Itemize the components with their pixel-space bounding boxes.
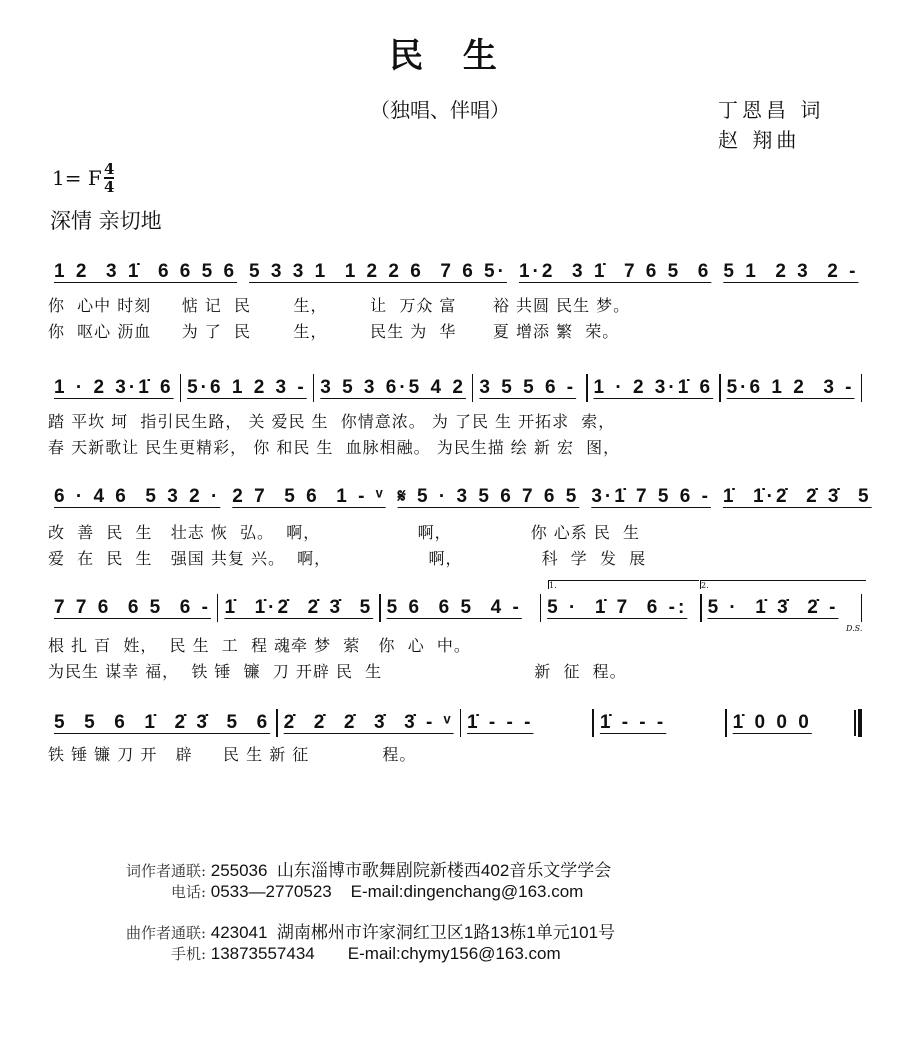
measure: 7 7 6 6 5 6 -	[54, 597, 211, 618]
contact-row	[88, 856, 611, 881]
notation-line	[48, 594, 862, 622]
lyric-line: 爱 在 民 生 强国 共复 兴。 啊， 啊， 科 学 发 展	[48, 549, 647, 568]
barline	[861, 594, 863, 622]
time-sig-top: 4	[104, 160, 115, 178]
contact-label: 曲作者通联:	[125, 924, 206, 942]
contact-value: 255036 山东淄博市歌舞剧院新楼西402音乐文学学会	[210, 861, 612, 880]
measure: 2 7 5 6 1 - ᵛ	[232, 486, 386, 507]
key-signature: 1= F	[52, 166, 102, 190]
measure: 5 3 3 1 1 2 2 6 7 6 5·	[249, 261, 507, 282]
measure: 1̇ 1̇·2̇ 2̇ 3̇ 5	[722, 486, 872, 507]
lyric-line: 根 扎 百 姓， 民 生 工 程 魂牵 梦 萦 你 心 中。	[48, 636, 471, 655]
barline	[858, 709, 862, 737]
notation-line	[48, 258, 862, 286]
lyric-line: 铁 锤 镰 刀 开 辟 民 生 新 征 程。	[48, 745, 417, 764]
measure: 5·6 1 2 3 -	[187, 377, 307, 398]
measure: 5 · 1̇ 3̇ 2̇ -	[707, 597, 839, 618]
lyric-line: 改 善 民 生 壮志 恢 弘。 啊， 啊， 你 心系 民 生	[48, 523, 641, 542]
song-title: 民 生	[389, 36, 511, 76]
time-sig-bottom: 4	[104, 178, 115, 196]
lyric-line: 你 心中 时刻 惦 记 民 生， 让 万众 富 裕 共圆 民生 梦。	[48, 296, 631, 315]
lyric-line: 踏 平坎 坷 指引民生路， 关 爱民 生 你情意浓。 为 了民 生 开拓求 索，	[48, 412, 616, 431]
measure: 1·2 3 1̇ 7 6 5 6	[518, 261, 712, 282]
contact-row	[88, 943, 561, 964]
measure: 3 5 3 6·5 4 2	[320, 377, 466, 398]
contact-label: 手机:	[170, 945, 206, 963]
measure: 1 · 2 3·1̇ 6	[54, 377, 174, 398]
time-signature	[104, 161, 114, 195]
measure: 1 · 2 3·1̇ 6	[593, 377, 714, 398]
measure: 6 · 4 6 5 3 2 ·	[54, 486, 221, 507]
contact-value: 13873557434 E-mail:chymy156@163.com	[210, 944, 561, 963]
lyric-line: 春 天新歌让 民生更精彩， 你 和民 生 血脉相融。 为民生描 绘 新 宏 图，	[48, 438, 621, 457]
barline	[861, 374, 863, 402]
notation-line	[48, 374, 862, 402]
contact-row	[88, 881, 583, 902]
ds-marking: D.S.	[846, 624, 863, 633]
measure: 5 1 2 3 2 -	[723, 261, 859, 282]
contact-row	[88, 918, 615, 943]
measure: 𝄋 5 · 3 5 6 7 6 5	[397, 486, 580, 507]
contact-value: 423041 湖南郴州市许家洞红卫区1路13栋1单元101号	[210, 923, 616, 942]
measure: 5·6 1 2 3 -	[726, 377, 855, 398]
volta-1: 1.	[548, 580, 699, 589]
measure: 1̇ 1̇·2̇ 2̇ 3̇ 5	[224, 597, 374, 618]
volta-2: 2.	[700, 580, 866, 589]
lyric-line: 你 呕心 沥血 为 了 民 生， 民生 为 华 夏 增添 繁 荣。	[48, 322, 620, 341]
measure: 3 5 5 6 -	[479, 377, 577, 398]
notation-line	[48, 483, 872, 511]
measure: 5 6 6 5 4 -	[386, 597, 522, 618]
measure: 1 2 3 1̇ 6 6 5 6	[54, 261, 238, 282]
lyricist: 丁恩昌 词	[718, 98, 825, 122]
measure: 1̇ 0 0 0	[732, 712, 812, 733]
lyric-line: 为民生 谋幸 福， 铁 锤 镰 刀 开辟 民 生 新 征 程。	[48, 662, 627, 681]
measure: 3·1̇ 7 5 6 -	[591, 486, 711, 507]
tempo-marking: 深情 亲切地	[50, 209, 162, 233]
measure: 5 · 1̇ 7 6 -:	[547, 597, 688, 618]
measure: 1̇ - - -	[467, 712, 534, 733]
contact-label: 电话:	[170, 883, 206, 901]
notation-line	[48, 709, 862, 737]
measure: 2̇ 2̇ 2̇ 3̇ 3̇ - ᵛ	[283, 712, 454, 733]
contact-label: 词作者通联:	[125, 862, 206, 880]
measure: 5 5 6 1̇ 2̇ 3̇ 5 6	[54, 712, 271, 733]
contact-value: 0533—2770523 E-mail:dingenchang@163.com	[210, 882, 584, 901]
subtitle: （独唱、伴唱）	[370, 98, 510, 122]
composer: 赵 翔曲	[718, 128, 801, 152]
measure: 1̇ - - -	[599, 712, 667, 733]
